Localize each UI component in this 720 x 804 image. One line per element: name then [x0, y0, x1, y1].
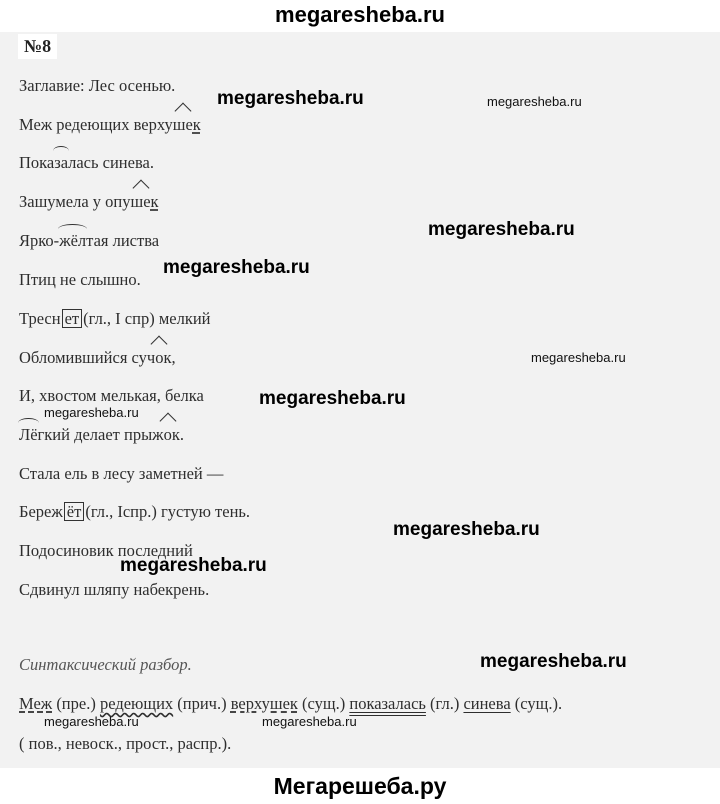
suffix-mark: ше — [172, 115, 193, 134]
poem-line-14: Сдвинул шляпу набекрень. — [19, 580, 210, 599]
adverbial: верхушек — [230, 694, 298, 713]
watermark: megaresheba.ru — [163, 257, 310, 278]
poem-line-4 — [19, 192, 159, 212]
subject: синева — [463, 694, 511, 713]
suffix-mark: о — [155, 348, 164, 367]
ending-mark: к — [192, 115, 201, 134]
poem-line-10 — [19, 425, 184, 445]
poem-line-3 — [19, 153, 154, 173]
text: (сущ.) — [297, 694, 350, 713]
poem-line-8 — [19, 348, 176, 368]
scanned-page — [0, 32, 720, 768]
poem-line-11: Стала ель в лесу заметней — — [19, 464, 224, 483]
watermark: megaresheba.ru — [44, 405, 139, 420]
poem-line-6: Птиц не слышно. — [19, 270, 141, 289]
poem-line-7 — [19, 309, 211, 329]
predicate: показалась — [349, 694, 426, 713]
text: (гл.) — [425, 694, 464, 713]
watermark: megaresheba.ru — [262, 714, 357, 729]
text: (пре.) — [52, 694, 100, 713]
root-mark: за — [54, 153, 69, 172]
watermark: megaresheba.ru — [393, 519, 540, 540]
analysis-title: Синтаксический разбор. — [19, 655, 192, 674]
text: Зашумела у опу — [19, 192, 131, 211]
ending-box: ёт — [64, 502, 85, 521]
text: (прич.) — [173, 694, 231, 713]
adverbial: Меж — [19, 694, 53, 713]
text: гкий делает прыж — [37, 425, 164, 444]
text: Тресн — [19, 309, 61, 328]
text: тая листва — [86, 231, 160, 250]
text: (гл., Iспр.) густую тень. — [85, 502, 251, 521]
text: Меж редеющих верху — [19, 115, 173, 134]
text: Обломившийся суч — [19, 348, 156, 367]
analysis-line-2: ( пов., невоск., прост., распр.). — [19, 734, 232, 753]
attribute: редеющих — [99, 694, 174, 713]
root-mark: Лё — [19, 425, 38, 444]
root-mark: жёл — [59, 231, 87, 250]
text: Ярко- — [19, 231, 60, 250]
watermark: megaresheba.ru — [487, 94, 582, 109]
text: (сущ.). — [510, 694, 563, 713]
text: Береж — [19, 502, 63, 521]
ending-mark: к — [150, 192, 159, 211]
watermark: megaresheba.ru — [531, 350, 626, 365]
poem-line-title: Заглавие: Лес осенью. — [19, 76, 176, 95]
analysis-line-1 — [19, 694, 562, 714]
text: к, — [163, 348, 176, 367]
watermark: megaresheba.ru — [259, 388, 406, 409]
poem-line-2 — [19, 115, 201, 135]
watermark: megaresheba.ru — [480, 651, 627, 672]
watermark: megaresheba.ru — [428, 219, 575, 240]
suffix-mark: о — [163, 425, 172, 444]
watermark: megaresheba.ru — [44, 714, 139, 729]
suffix-mark: ше — [130, 192, 151, 211]
text: к. — [171, 425, 184, 444]
text: лась синева. — [68, 153, 154, 172]
poem-line-5 — [19, 231, 159, 251]
text: Пока — [19, 153, 55, 172]
text: (гл., I спр) мелкий — [83, 309, 211, 328]
watermark: megaresheba.ru — [217, 88, 364, 109]
poem-line-12 — [19, 502, 250, 522]
task-number: №8 — [18, 34, 57, 59]
poem-line-9: И, хвостом мелькая, белка — [19, 386, 204, 405]
site-footer: Мегарешеба.ру — [273, 773, 447, 799]
watermark: megaresheba.ru — [120, 555, 267, 576]
ending-box: ет — [62, 309, 83, 328]
poem-line-13: Подосиновик последний — [19, 541, 193, 560]
site-header: megaresheba.ru — [275, 2, 445, 27]
